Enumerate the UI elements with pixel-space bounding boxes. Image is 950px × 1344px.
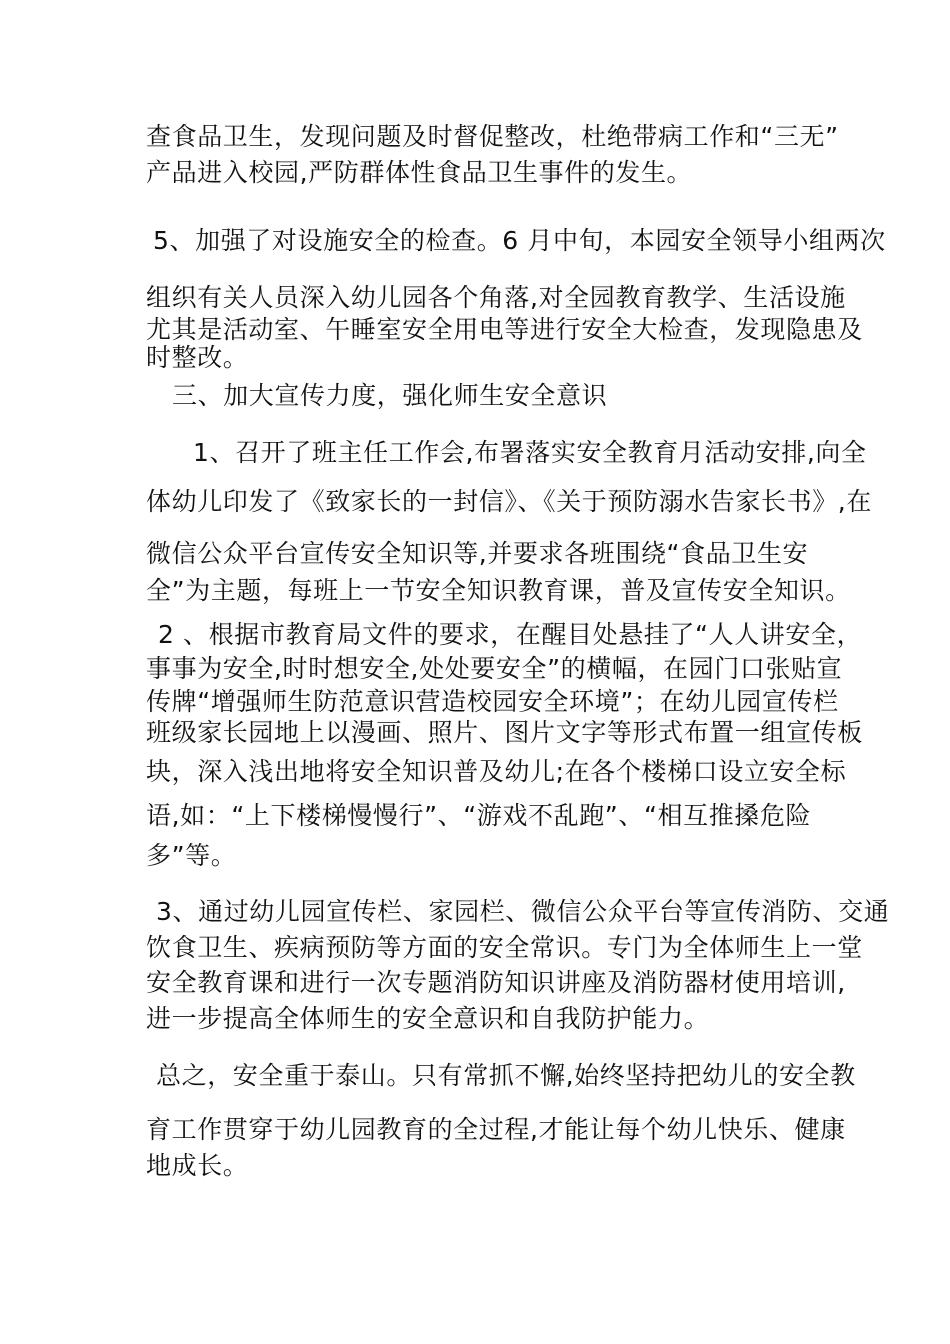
text-line: 育工作贯穿于幼儿园教育的全过程,才能让每个幼儿快乐、健康 bbox=[146, 1115, 846, 1144]
text-line: 1、召开了班主任工作会,布署落实安全教育月活动安排,向全 bbox=[193, 438, 867, 467]
text-line: 多”等。 bbox=[146, 841, 237, 870]
text-line: 尤其是活动室、午睡室安全用电等进行安全大检查，发现隐患及 bbox=[146, 315, 863, 344]
text-line: 班级家长园地上以漫画、照片、图片文字等形式布置一组宣传板 bbox=[146, 718, 863, 747]
text-line: 事事为安全,时时想安全,处处要安全”的横幅，在园门口张贴宣 bbox=[146, 654, 843, 683]
text-line: 组织有关人员深入幼儿园各个角落,对全园教育教学、生活设施 bbox=[146, 283, 846, 312]
section-heading: 三、加大宣传力度，强化师生安全意识 bbox=[172, 381, 608, 410]
text-line: 进一步提高全体师生的安全意识和自我防护能力。 bbox=[146, 1004, 710, 1033]
text-line: 语,如：“上下楼梯慢慢行”、“游戏不乱跑”、“相互推搡危险 bbox=[146, 801, 812, 830]
text-line: 产品进入校园,严防群体性食品卫生事件的发生。 bbox=[146, 158, 693, 187]
text-line: 总之，安全重于泰山。只有常抓不懈,始终坚持把幼儿的安全教 bbox=[156, 1061, 856, 1090]
text-line: 3、通过幼儿园宣传栏、家园栏、微信公众平台等宣传消防、交通 bbox=[156, 897, 890, 926]
text-line: 2 、根据市教育局文件的要求，在醒目处悬挂了“人人讲安全， bbox=[158, 620, 863, 649]
text-line: 时整改。 bbox=[146, 343, 249, 372]
text-line: 块，深入浅出地将安全知识普及幼儿;在各个楼梯口设立安全标 bbox=[146, 757, 847, 786]
text-line: 安全教育课和进行一次专题消防知识讲座及消防器材使用培训, bbox=[146, 968, 846, 997]
text-line: 饮食卫生、疾病预防等方面的安全常识。专门为全体师生上一堂 bbox=[146, 933, 863, 962]
text-line: 查食品卫生，发现问题及时督促整改，杜绝带病工作和“三无” bbox=[146, 122, 839, 151]
text-line: 5、加强了对设施安全的检查。6 月中旬，本园安全领导小组两次 bbox=[153, 226, 886, 255]
text-line: 体幼儿印发了《致家长的一封信》、《关于预防溺水告家长书》,在 bbox=[146, 487, 872, 516]
text-line: 地成长。 bbox=[146, 1151, 249, 1180]
text-line: 全”为主题，每班上一节安全知识教育课，普及宣传安全知识。 bbox=[146, 576, 851, 605]
text-line: 微信公众平台宣传安全知识等,并要求各班围绕“食品卫生安 bbox=[146, 539, 809, 568]
text-line: 传牌“增强师生防范意识营造校园安全环境”；在幼儿园宣传栏 bbox=[146, 687, 839, 716]
